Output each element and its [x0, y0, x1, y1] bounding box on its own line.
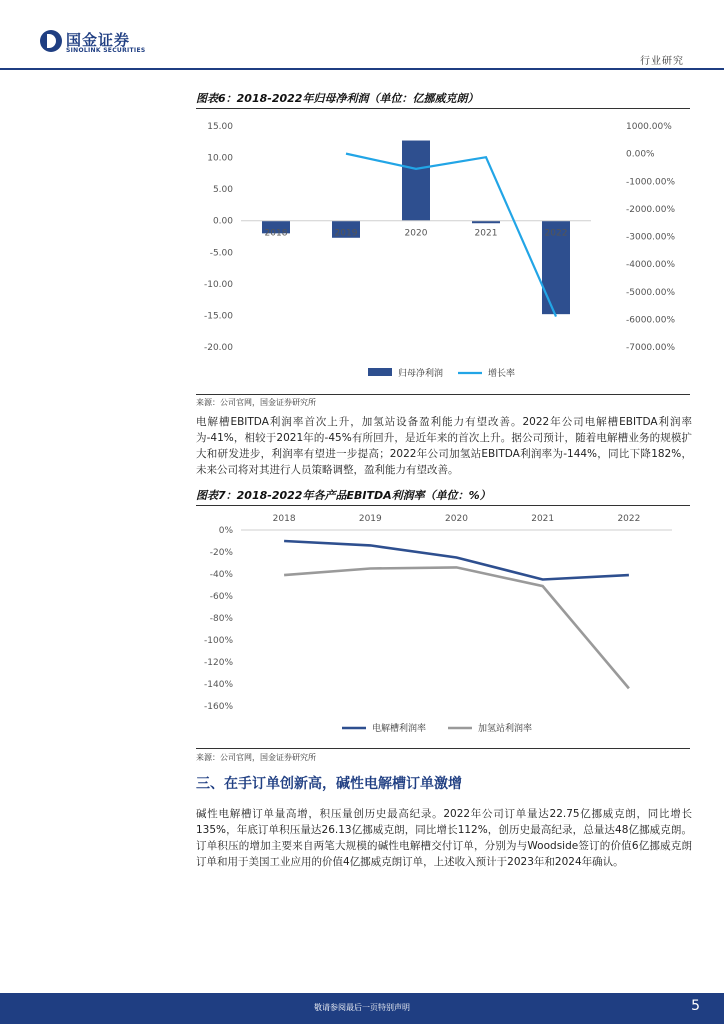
figure7-chart	[196, 507, 692, 747]
figure6-source: 来源：公司官网，国金证券研究所	[196, 398, 316, 407]
paragraph-orders-text: 碱性电解槽订单量高增，积压量创历史最高纪录。2022年公司订单量达22.75亿挪威克朗，同比增长135%，年底订单积压量达26.13亿挪威克朗，同比增长112%，创历史最高纪录，总量达48亿挪威克朗。订单积压的增加主要来自两笔大规模的碱性电解槽交付订单，分别为与Woodside签订的价值6亿挪威克朗订单和用于美国工业应用的价值4亿挪威克朗订单，上述收入预计于2023年和2024年确认。	[196, 808, 692, 868]
y-right-tick-label: -3000.00%	[626, 232, 676, 243]
y-tick-label: -60%	[209, 592, 233, 602]
figure6-chart	[196, 110, 692, 392]
legend-electrolyzer-label: 电解槽利润率	[372, 724, 427, 734]
y-left-tick-label: 0.00	[212, 216, 233, 227]
legend-bar-label: 归母净利润	[398, 369, 444, 379]
y-left-tick-label: 10.00	[207, 153, 233, 164]
paragraph-ebitda-text: 电解槽EBITDA利润率首次上升，加氢站设备盈利能力有望改善。2022年公司电解槽EBITDA利润率为-41%，相较于2021年的-45%有所回升，是近年来的首次上升。据公司预计，随着电解槽业务的规模扩大和研发进步，利润率有望进一步提高；2022年公司加氢站EBITDA利润率为-144%，同比下降182%，未来公司将对其进行人员策略调整，盈利能力有望改善。	[196, 416, 692, 476]
figure7-bottom-rule	[196, 748, 690, 749]
y-tick-label: 0%	[218, 526, 233, 536]
series-line-0	[284, 541, 629, 580]
y-tick-label: -100%	[204, 636, 233, 646]
y-tick-label: -160%	[204, 702, 233, 712]
figure7-top-rule	[196, 505, 690, 506]
x-tick-label: 2019	[334, 228, 358, 239]
y-left-tick-label: -10.00	[203, 279, 233, 290]
page-number: 5	[691, 998, 700, 1014]
x-tick-label: 2019	[358, 514, 382, 524]
header-section-label: 行业研究	[640, 56, 684, 67]
figure7-source: 来源：公司官网，国金证券研究所	[196, 753, 316, 762]
y-right-tick-label: -1000.00%	[626, 177, 676, 188]
x-tick-label: 2021	[531, 514, 555, 524]
y-right-tick-label: -2000.00%	[626, 204, 676, 215]
figure7-title: 图表7：2018-2022年各产品EBITDA利润率（单位：%）	[196, 489, 491, 502]
y-tick-label: -80%	[209, 614, 233, 624]
bar-2020	[402, 141, 430, 221]
y-left-tick-label: 15.00	[207, 122, 233, 132]
y-right-tick-label: 1000.00%	[626, 122, 672, 132]
y-left-tick-label: -20.00	[203, 343, 233, 353]
y-tick-label: -140%	[204, 680, 233, 690]
x-tick-label: 2020	[404, 228, 428, 239]
x-tick-label: 2022	[617, 514, 641, 524]
figure6-bottom-rule	[196, 394, 690, 395]
header-divider	[0, 68, 724, 70]
x-tick-label: 2020	[445, 514, 468, 524]
y-right-tick-label: -6000.00%	[626, 315, 676, 326]
x-tick-label: 2022	[544, 228, 568, 239]
y-right-tick-label: 0.00%	[626, 149, 655, 160]
y-left-tick-label: -15.00	[203, 311, 233, 322]
x-tick-label: 2018	[272, 514, 296, 524]
legend-line-label: 增长率	[488, 369, 516, 379]
series-line-1	[284, 567, 629, 688]
y-left-tick-label: -5.00	[209, 248, 233, 259]
x-tick-label: 2021	[474, 228, 498, 239]
growth-rate-line	[346, 154, 556, 317]
y-right-tick-label: -5000.00%	[626, 287, 676, 298]
figure6-title: 图表6：2018-2022年归母净利润（单位：亿挪威克朗）	[196, 92, 479, 105]
y-tick-label: -20%	[209, 548, 233, 558]
legend-station-label: 加氢站利润率	[478, 724, 533, 734]
section3-title: 三、在手订单创新高，碱性电解槽订单激增	[196, 776, 462, 792]
y-tick-label: -120%	[204, 658, 233, 668]
x-tick-label: 2018	[264, 228, 288, 239]
logo-cn-text: 国金证券	[66, 31, 131, 49]
footer-disclaimer: 敬请参阅最后一页特别声明	[314, 1003, 410, 1012]
y-right-tick-label: -4000.00%	[626, 260, 676, 271]
y-left-tick-label: 5.00	[212, 185, 233, 196]
figure6-top-rule	[196, 108, 690, 109]
legend-bar-swatch	[368, 368, 392, 376]
paragraph-ebitda	[196, 414, 692, 478]
y-tick-label: -40%	[209, 570, 233, 580]
y-right-tick-label: -7000.00%	[626, 343, 676, 353]
paragraph-orders	[196, 806, 692, 870]
logo-en-text: SINOLINK SECURITIES	[66, 47, 146, 54]
